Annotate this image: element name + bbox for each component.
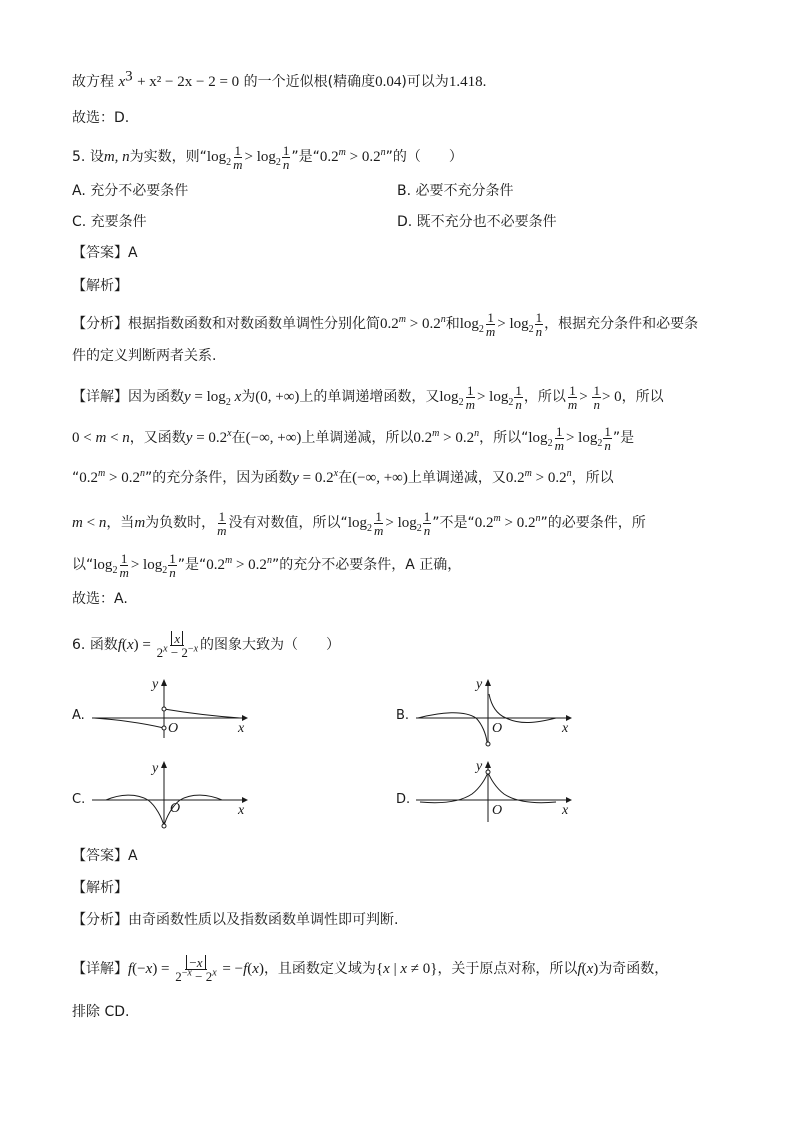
text-fragment: 的一个近似根(精确度: [243, 74, 376, 90]
q5-answer: 【答案】A: [72, 245, 138, 261]
text-fragment: ，且函数定义域为: [263, 960, 376, 977]
text-fragment: ”是: [612, 429, 635, 446]
axis-x-label: x: [562, 803, 569, 818]
text-fragment: ，又函数: [129, 429, 186, 446]
graph-option-a: [92, 678, 252, 742]
q5-conclusion: 故选：A.: [72, 591, 128, 607]
axis-y-label: y: [476, 759, 483, 774]
text-fragment: ”是“: [291, 148, 320, 165]
text-fragment: 设: [89, 148, 104, 165]
graph-label-c: C.: [72, 792, 86, 807]
q5-stem: [72, 144, 463, 171]
text-fragment: 在: [231, 429, 246, 446]
text-fragment: ，当: [106, 514, 135, 531]
q5-fenxi-line1: [72, 311, 698, 338]
math: $0.2^m > 0.2^n$: [505, 468, 572, 486]
q5-option-b: B. 必要不充分条件: [397, 183, 514, 199]
precision-value: 0.04: [375, 74, 402, 90]
text-fragment: 故方程: [72, 74, 114, 90]
q6-detail-last: 排除 CD.: [72, 1004, 130, 1020]
q6-stem: [72, 632, 340, 659]
graph-option-c: [92, 760, 252, 832]
text-fragment: 根据指数函数和对数函数单调性分别化简: [128, 315, 380, 332]
prev-root-statement: 故方程 $x^3 + x^2 - 2x - 2 = 0$ 的一个近似根(精确度0.04)可以为1.418.: [72, 68, 487, 90]
question-number: 5.: [72, 148, 86, 165]
math: $\log_2$ $\frac{1}{m}$ > $\log_2$ $\frac{1}{n}$: [347, 509, 431, 538]
math: f(x): [577, 960, 599, 977]
math: f(−x) = $\frac{-x}{2^{-x} - 2^x}$ = −f(x): [128, 955, 264, 984]
math: $y = 0.2^x$: [292, 468, 339, 486]
math: 0 < m < n: [72, 429, 130, 446]
math: m < n: [72, 514, 107, 531]
text-fragment: ”的（ ）: [385, 148, 463, 165]
axis-x-label: x: [238, 803, 245, 818]
q5-detail-line3: [72, 468, 614, 488]
q5-fenxi-line2: 件的定义判断两者关系.: [72, 348, 217, 364]
math: (0, +∞): [255, 388, 300, 405]
label-fenxi: 【分析】: [72, 912, 128, 928]
q6-fenxi: [72, 910, 398, 930]
text-fragment: ，关于原点对称，所以: [437, 960, 578, 977]
q5-detail-line5: [72, 552, 461, 579]
label-detail: 【详解】: [72, 960, 128, 977]
math: {x | x ≠ 0}: [375, 960, 438, 977]
math: $0.2^m > 0.2^n$: [79, 468, 145, 486]
text-fragment: “: [72, 470, 80, 486]
math-x: x: [118, 74, 126, 90]
graph-label-b: B.: [396, 708, 410, 723]
question-number: 6.: [72, 636, 86, 653]
math: m: [134, 514, 146, 531]
text-fragment: ，所以: [523, 388, 566, 405]
text-fragment: 以“: [72, 556, 94, 573]
axis-y-label: y: [152, 761, 159, 776]
q6-answer: 【答案】A: [72, 848, 138, 864]
math: $\frac{1}{m}$ > $\frac{1}{n}$ > 0: [567, 383, 622, 412]
q5-detail-line2: [72, 425, 634, 452]
origin-label: O: [492, 721, 503, 736]
axis-x-label: x: [562, 721, 569, 736]
text-fragment: 上单调递减，所以: [301, 429, 414, 446]
text-fragment: ”是“: [177, 556, 207, 573]
text-fragment: ”的充分条件，因为函数: [144, 470, 293, 486]
graph-option-b: [416, 678, 576, 750]
text-fragment: ，所以: [571, 470, 614, 486]
root-value: 1.418.: [448, 74, 487, 90]
text-fragment: 为奇函数，: [598, 960, 669, 977]
math: (−∞, +∞): [245, 429, 302, 446]
graph-label-d: D.: [396, 792, 411, 807]
text-fragment: 在: [338, 470, 353, 486]
graph-option-d: [416, 760, 576, 824]
text-fragment: ”的必要条件，所: [540, 514, 646, 531]
text-fragment: ，根据充分条件和必要条: [544, 315, 699, 332]
math: $y = 0.2^x$: [185, 427, 232, 446]
label-fenxi: 【分析】: [72, 315, 128, 332]
math: $\log_2$ $\frac{1}{m}$ > $\log_2$ $\frac{1}{n}$: [93, 551, 176, 580]
origin-label: O: [168, 721, 179, 736]
axis-y-label: y: [476, 677, 483, 692]
text-fragment: ，所以: [621, 388, 664, 405]
text-fragment: 上的单调递增函数，又: [299, 388, 440, 405]
text-fragment: ，所以“: [479, 429, 529, 446]
q5-option-a: A. 充分不必要条件: [72, 183, 189, 199]
q4-conclusion: 故选：D.: [72, 110, 130, 126]
graph-label-a: A.: [72, 708, 85, 723]
math: $0.2^m > 0.2^n$: [206, 554, 272, 573]
text-fragment: 为实数，则“: [129, 148, 207, 165]
text-fragment: 上单调递减，又: [407, 470, 506, 486]
q5-option-d: D. 既不充分也不必要条件: [397, 214, 557, 230]
text-fragment: ”不是“: [432, 514, 475, 531]
q6-detail: [72, 956, 668, 983]
math: $y = \log_2 x$: [184, 388, 242, 408]
math: $\log_2$ $\frac{1}{m}$ > $\log_2$ $\frac{1}{n}$: [528, 424, 611, 453]
axis-x-label: x: [238, 721, 245, 736]
text-fragment: 没有对数值，所以“: [228, 514, 348, 531]
math-log-ineq: $\log_2$ $\frac{1}{m}$ > $\log_2$ $\frac{1}{n}$: [206, 143, 290, 172]
equation-rest: + x² − 2x − 2 = 0: [137, 74, 240, 90]
math: $0.2^m > 0.2^n$: [380, 313, 446, 332]
text-fragment: 由奇函数性质以及指数函数单调性即可判断.: [128, 912, 399, 928]
text-fragment: 因为函数: [128, 388, 184, 405]
q5-detail-line4: [72, 510, 646, 537]
text-fragment: 为: [241, 388, 256, 405]
text-fragment: 函数: [89, 636, 118, 653]
q6-analysis-title: 【解析】: [72, 880, 128, 896]
text-fragment: )可以为: [401, 74, 449, 90]
q5-analysis-title: 【解析】: [72, 278, 128, 294]
origin-label: O: [170, 801, 181, 816]
math: $\log_2$ $\frac{1}{m}$ > $\log_2$ $\frac{1}{n}$: [439, 383, 522, 412]
math: $\log_2$ $\frac{1}{m}$ > $\log_2$ $\frac{1}{n}$: [459, 310, 543, 339]
math: (−∞, +∞): [352, 470, 408, 486]
text-fragment: 为负数时，: [145, 514, 216, 531]
math: $\frac{1}{m}$: [217, 509, 227, 538]
math: $0.2^m > 0.2^n$: [413, 427, 480, 446]
text-fragment: 和: [445, 315, 460, 332]
axis-y-label: y: [152, 677, 159, 692]
q5-option-c: C. 充要条件: [72, 214, 147, 230]
label-detail: 【详解】: [72, 388, 128, 405]
math-vars: m, n: [103, 148, 130, 165]
q5-detail-line1: [72, 384, 664, 411]
math-exp-ineq: $0.2^m > 0.2^n$: [319, 146, 386, 165]
math: $0.2^m > 0.2^n$: [474, 512, 541, 531]
text-fragment: ”的充分不必要条件，A 正确，: [271, 556, 462, 573]
math-function: f(x) = $\frac{x}{2^x - 2^{-x}}$: [117, 631, 199, 660]
text-fragment: 的图象大致为（ ）: [200, 636, 341, 653]
origin-label: O: [492, 803, 503, 818]
